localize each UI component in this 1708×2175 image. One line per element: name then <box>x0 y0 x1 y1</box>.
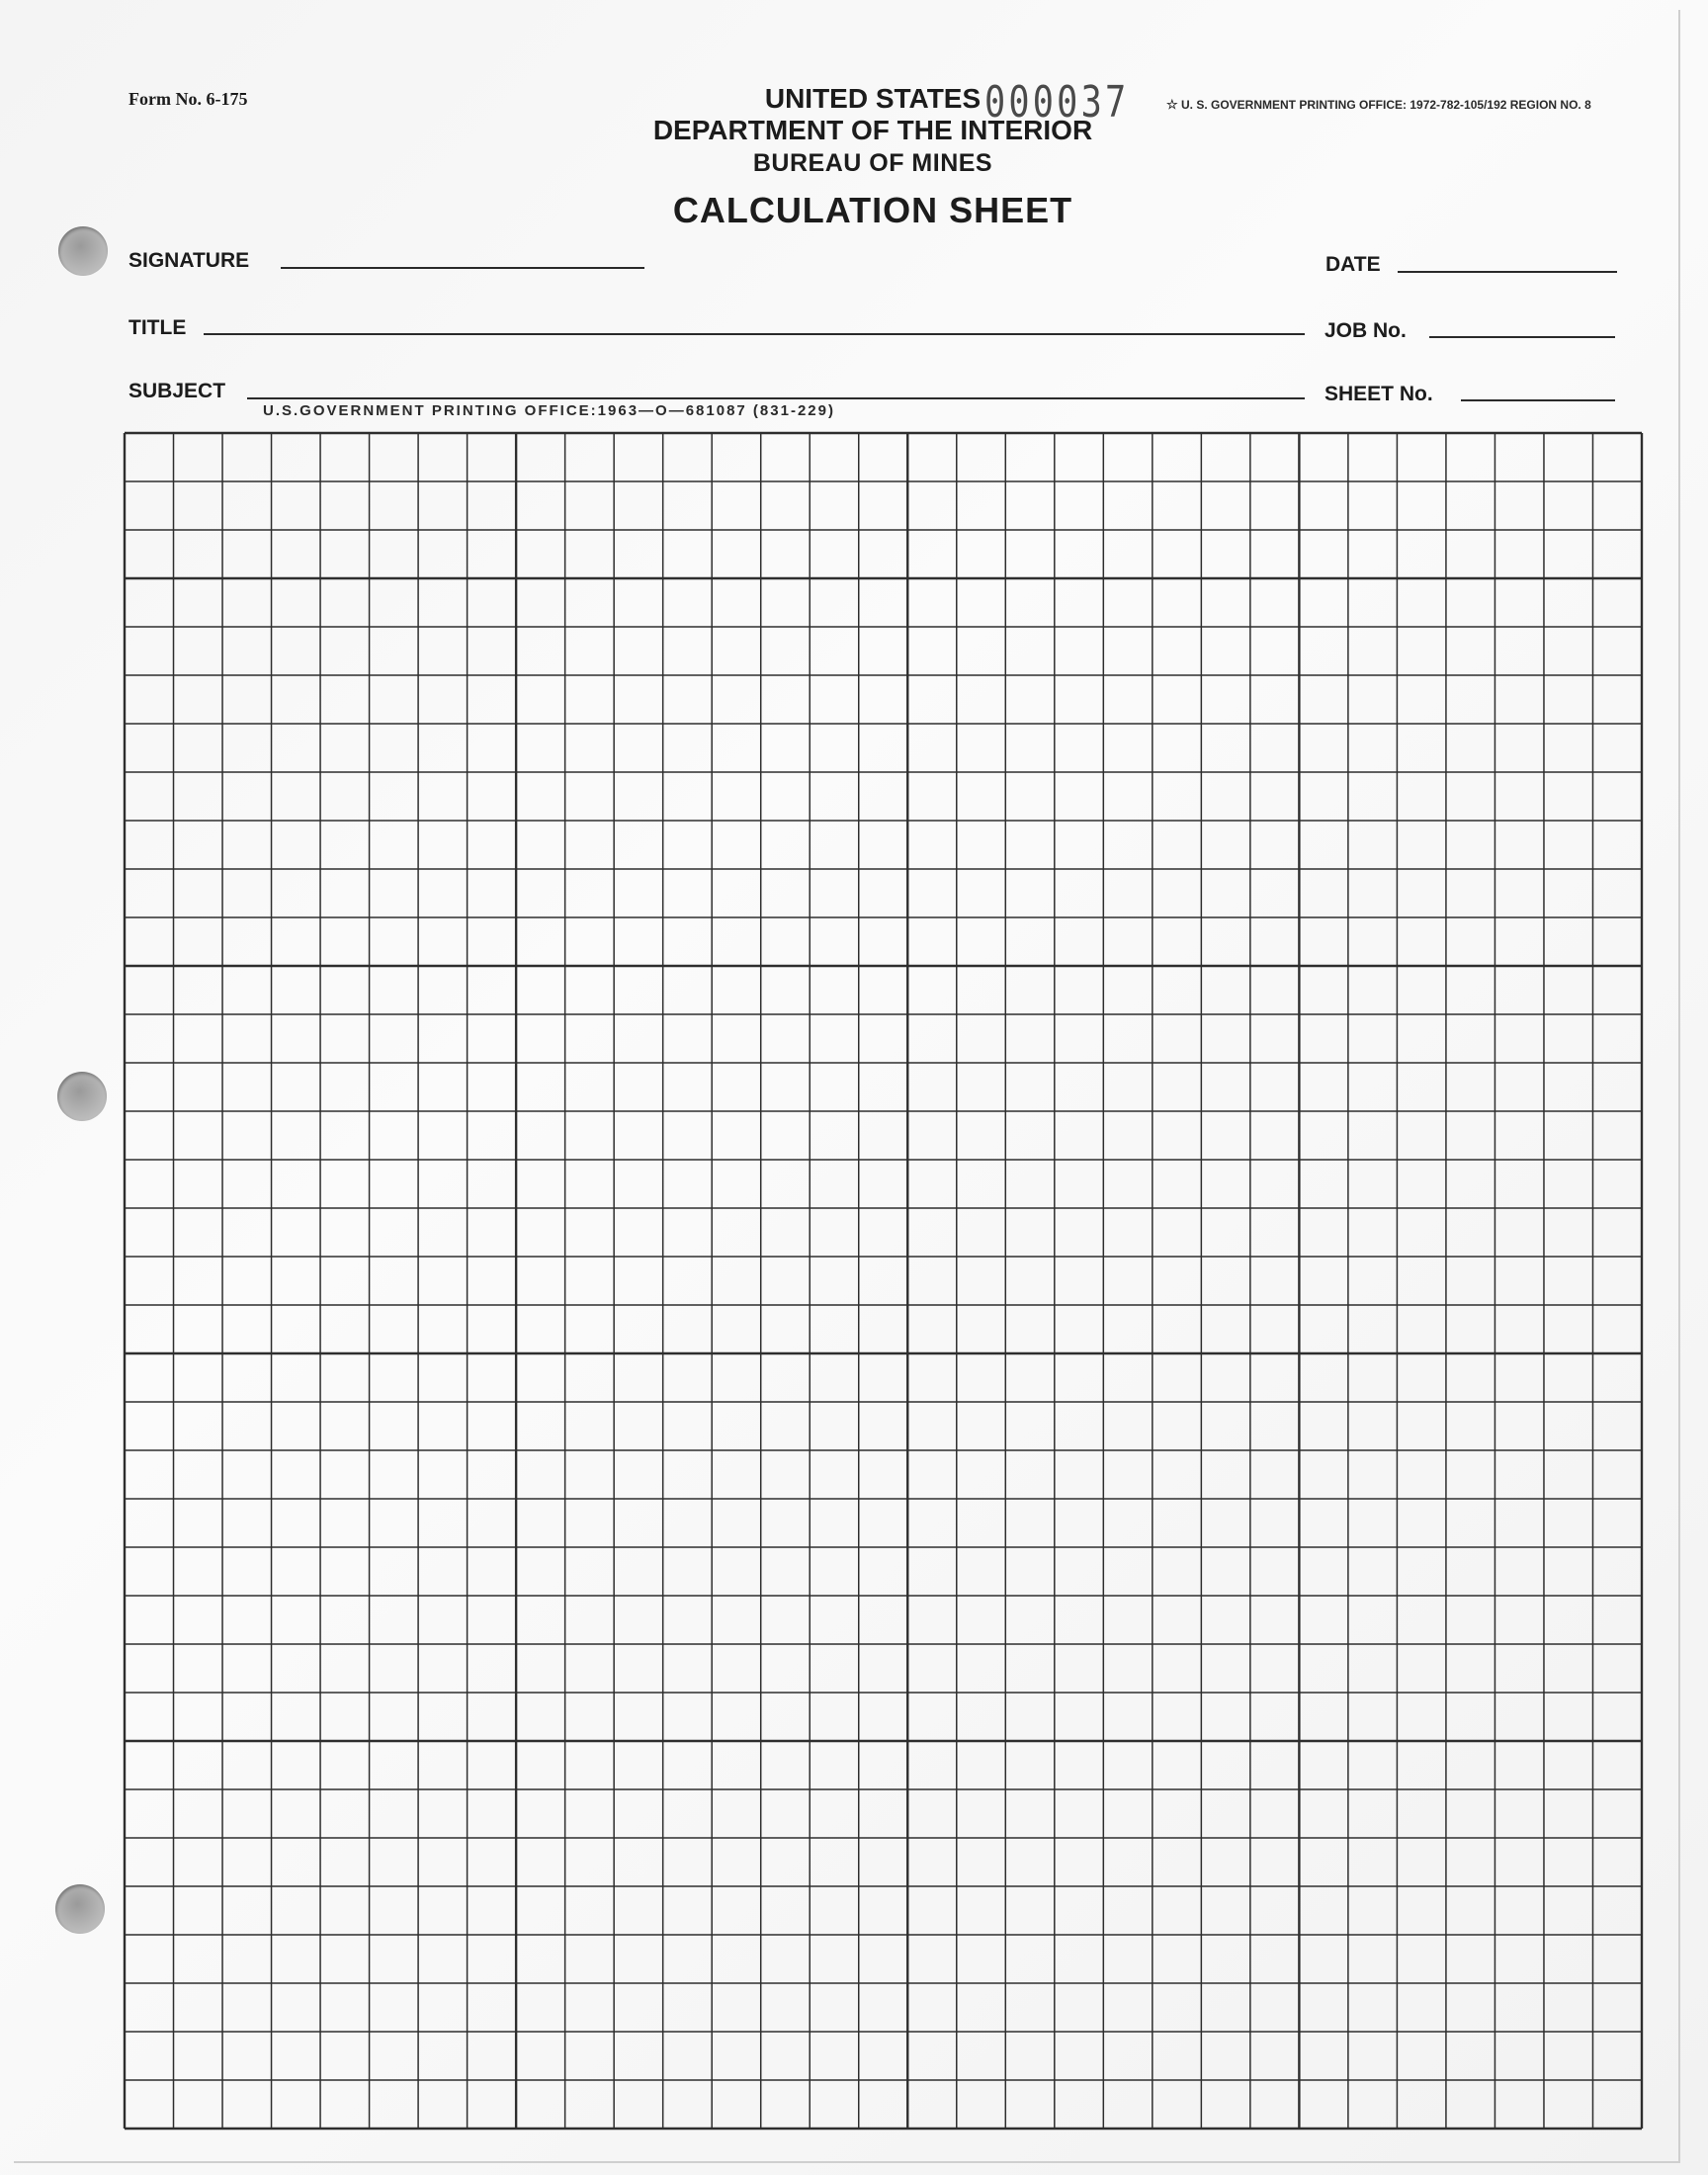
gpo-notice-bottom: U.S.GOVERNMENT PRINTING OFFICE:1963—O—681087 (831-229) <box>263 402 835 419</box>
stamp-number: 000037 <box>984 77 1130 128</box>
title-line[interactable] <box>204 333 1305 335</box>
agency-line-bureau: BUREAU OF MINES <box>752 149 993 177</box>
signature-line[interactable] <box>281 267 644 269</box>
signature-label: SIGNATURE <box>128 249 250 272</box>
date-line[interactable] <box>1398 271 1617 273</box>
title-label: TITLE <box>128 316 187 339</box>
form-number: Form No. 6-175 <box>128 89 248 109</box>
binder-hole-bottom <box>55 1884 105 1934</box>
calculation-grid[interactable] <box>119 425 1651 2135</box>
agency-line-united-states: UNITED STATES <box>764 83 982 114</box>
job-no-line[interactable] <box>1429 336 1615 338</box>
date-label: DATE <box>1325 253 1381 276</box>
subject-line[interactable] <box>247 397 1305 399</box>
star-icon: ☆ <box>1166 97 1178 112</box>
gpo-notice-top-text: U. S. GOVERNMENT PRINTING OFFICE: 1972-782-105/192 REGION NO. 8 <box>1181 98 1591 112</box>
agency-line-department: DEPARTMENT OF THE INTERIOR <box>652 115 1093 145</box>
job-no-label: JOB No. <box>1324 319 1407 342</box>
binder-hole-middle <box>57 1072 107 1121</box>
sheet-no-label: SHEET No. <box>1324 383 1433 405</box>
sheet-no-line[interactable] <box>1461 399 1615 401</box>
binder-hole-top <box>58 226 108 276</box>
sheet-title: CALCULATION SHEET <box>672 190 1073 230</box>
gpo-notice-top <box>1166 97 1591 113</box>
subject-label: SUBJECT <box>128 380 226 402</box>
